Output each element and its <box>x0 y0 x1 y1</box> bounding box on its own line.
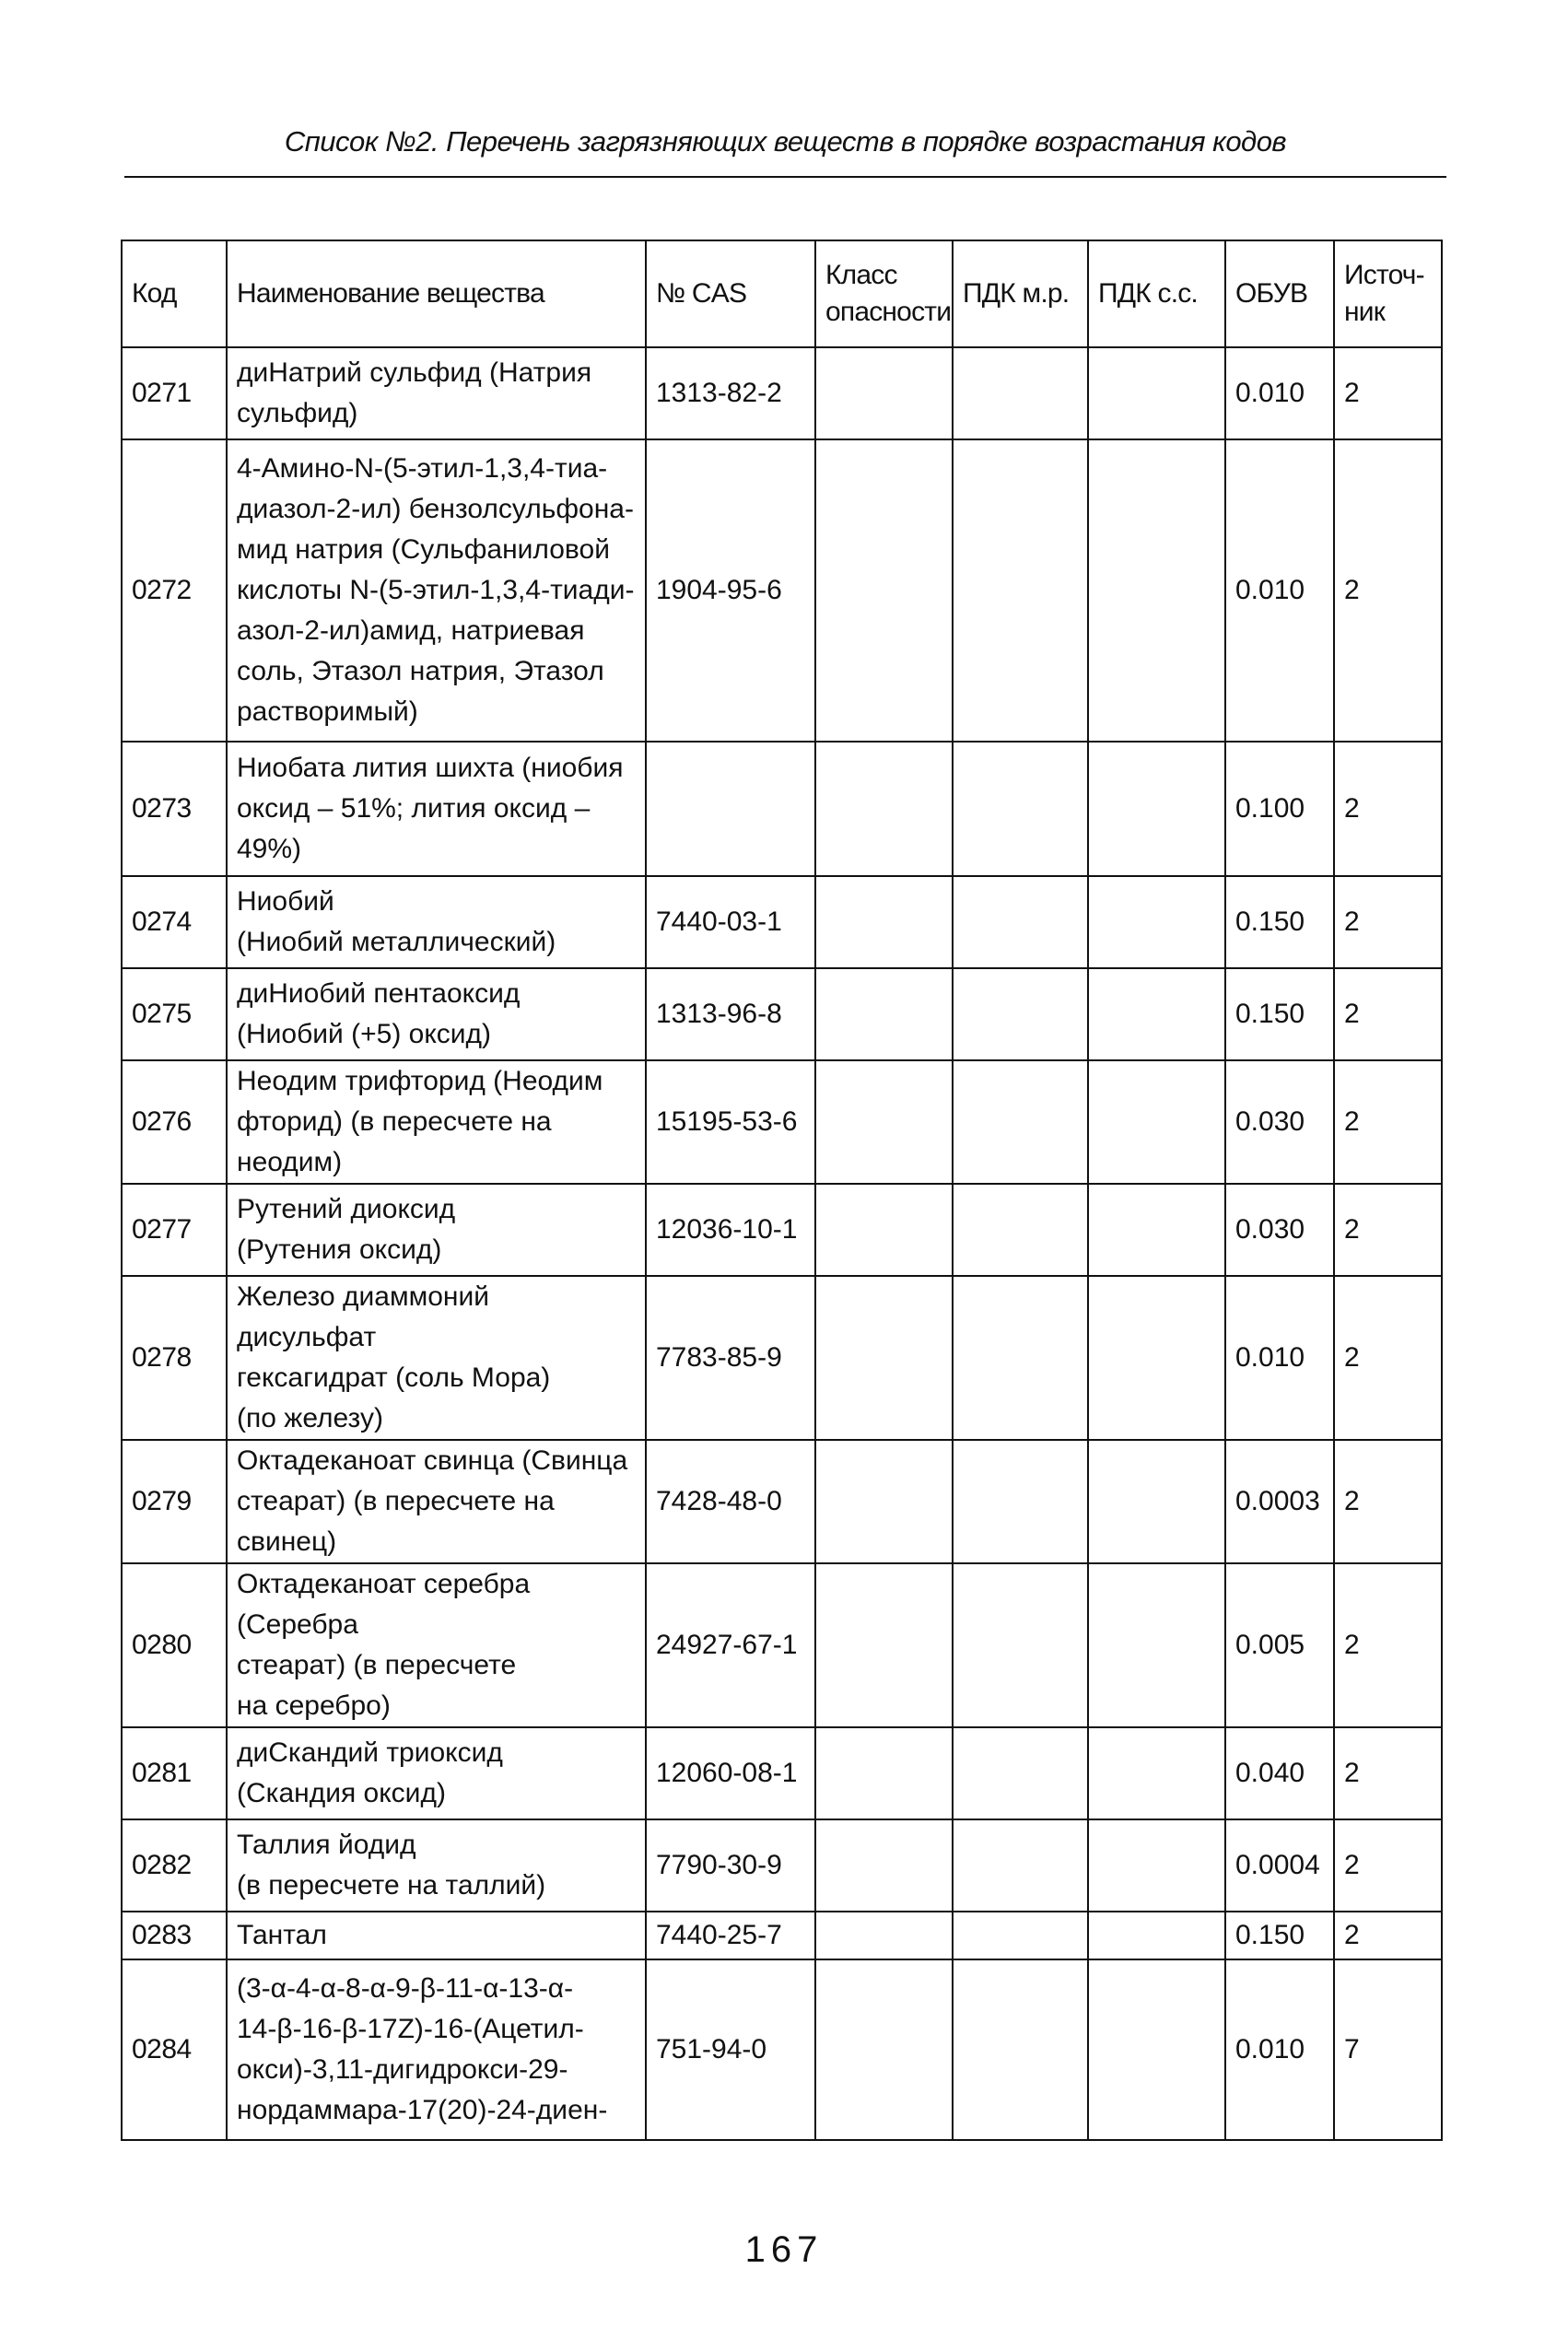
table-row <box>122 1440 1442 1563</box>
running-header: Список №2. Перечень загрязняющих веществ в порядке возрастания кодов <box>284 125 1287 158</box>
cell-name-line: Ниобата лития шихта (ниобия <box>237 753 624 783</box>
cell-pdk-ss <box>1088 742 1225 876</box>
header-cas: № CAS <box>646 240 815 347</box>
cell-pdk-mr <box>953 1912 1088 1959</box>
cell-source: 2 <box>1334 876 1442 968</box>
cell-source: 2 <box>1334 1819 1442 1912</box>
cell-name-line: Тантал <box>237 1920 327 1950</box>
header-source: Источ-ник <box>1334 240 1442 347</box>
cell-pdk-ss <box>1088 1440 1225 1563</box>
cell-pdk-mr <box>953 1819 1088 1912</box>
cell-name <box>227 439 646 742</box>
cell-obuv: 0.030 <box>1225 1184 1334 1276</box>
header-rule <box>124 176 1446 178</box>
page-number: 167 <box>744 2229 824 2270</box>
cell-pdk-mr <box>953 1276 1088 1440</box>
cell-code: 0273 <box>122 742 227 876</box>
cell-name-line: оксид – 51%; лития оксид – <box>237 793 591 824</box>
cell-name-line: 49%) <box>237 834 302 864</box>
cell-obuv: 0.005 <box>1225 1563 1334 1727</box>
cell-pdk-ss <box>1088 1184 1225 1276</box>
cell-pdk-ss <box>1088 347 1225 439</box>
cell-name <box>227 968 646 1060</box>
cell-code: 0274 <box>122 876 227 968</box>
header-pdk-mr: ПДК м.р. <box>953 240 1088 347</box>
table-row <box>122 876 1442 968</box>
cell-name-line: Рутений диоксид <box>237 1194 456 1224</box>
cell-name <box>227 1912 646 1959</box>
cell-pdk-ss <box>1088 439 1225 742</box>
cell-cas: 15195-53-6 <box>646 1060 815 1184</box>
cell-hazard-class <box>815 1060 953 1184</box>
cell-name <box>227 1959 646 2140</box>
cell-source: 2 <box>1334 1060 1442 1184</box>
cell-source: 2 <box>1334 347 1442 439</box>
cell-obuv: 0.0004 <box>1225 1819 1334 1912</box>
cell-cas: 24927-67-1 <box>646 1563 815 1727</box>
cell-cas: 7428-48-0 <box>646 1440 815 1563</box>
cell-name-line: (в пересчете на таллий) <box>237 1870 546 1900</box>
cell-code: 0281 <box>122 1727 227 1819</box>
table-row <box>122 1912 1442 1959</box>
cell-pdk-mr <box>953 968 1088 1060</box>
cell-pdk-mr <box>953 1563 1088 1727</box>
cell-pdk-mr <box>953 1959 1088 2140</box>
header-name: Наименование вещества <box>227 240 646 347</box>
cell-cas: 7783-85-9 <box>646 1276 815 1440</box>
cell-code: 0271 <box>122 347 227 439</box>
cell-obuv: 0.010 <box>1225 439 1334 742</box>
cell-hazard-class <box>815 876 953 968</box>
cell-name-line: гексагидрат (соль Мора) <box>237 1362 551 1393</box>
table-row <box>122 1959 1442 2140</box>
cell-hazard-class <box>815 968 953 1060</box>
cell-name-line: кислоты N-(5-этил-1,3,4-тиади- <box>237 575 635 605</box>
cell-hazard-class <box>815 1912 953 1959</box>
table-row <box>122 439 1442 742</box>
cell-name-line: Неодим трифторид (Неодим <box>237 1066 603 1096</box>
header-obuv: ОБУВ <box>1225 240 1334 347</box>
table-row <box>122 968 1442 1060</box>
cell-hazard-class <box>815 1819 953 1912</box>
cell-name <box>227 876 646 968</box>
cell-name-line: стеарат) (в пересчете на свинец) <box>237 1486 555 1557</box>
cell-name-line: сульфид) <box>237 398 358 428</box>
cell-code: 0276 <box>122 1060 227 1184</box>
cell-name-line: Железо диаммоний дисульфат <box>237 1281 489 1352</box>
cell-obuv: 0.100 <box>1225 742 1334 876</box>
cell-name-line: 14-β-16-β-17Z)-16-(Ацетил- <box>237 2014 584 2044</box>
cell-hazard-class <box>815 1276 953 1440</box>
cell-name-line: соль, Этазол натрия, Этазол <box>237 656 604 686</box>
cell-obuv: 0.150 <box>1225 968 1334 1060</box>
cell-pdk-ss <box>1088 1912 1225 1959</box>
cell-name-line: диСкандий триоксид <box>237 1737 503 1768</box>
cell-code: 0280 <box>122 1563 227 1727</box>
cell-cas: 751-94-0 <box>646 1959 815 2140</box>
header-hazard-class: Класс опасности <box>815 240 953 347</box>
table-row <box>122 1184 1442 1276</box>
cell-code: 0272 <box>122 439 227 742</box>
cell-name-line: Октадеканоат свинца (Свинца <box>237 1445 628 1476</box>
cell-cas <box>646 742 815 876</box>
cell-name <box>227 742 646 876</box>
table-row <box>122 1727 1442 1819</box>
cell-name <box>227 1060 646 1184</box>
cell-code: 0278 <box>122 1276 227 1440</box>
cell-cas: 1313-96-8 <box>646 968 815 1060</box>
cell-cas: 1313-82-2 <box>646 347 815 439</box>
cell-name-line: стеарат) (в пересчете <box>237 1650 517 1680</box>
cell-name-line: мид натрия (Сульфаниловой <box>237 534 610 565</box>
cell-hazard-class <box>815 347 953 439</box>
cell-obuv: 0.040 <box>1225 1727 1334 1819</box>
cell-pdk-mr <box>953 876 1088 968</box>
table-row <box>122 1819 1442 1912</box>
cell-pdk-mr <box>953 1184 1088 1276</box>
cell-pdk-mr <box>953 439 1088 742</box>
cell-source: 2 <box>1334 439 1442 742</box>
cell-name-line: (3-α-4-α-8-α-9-β-11-α-13-α- <box>237 1973 574 2004</box>
cell-name <box>227 1440 646 1563</box>
cell-source: 7 <box>1334 1959 1442 2140</box>
cell-obuv: 0.010 <box>1225 1276 1334 1440</box>
cell-name-line: фторид) (в пересчете на неодим) <box>237 1106 552 1177</box>
cell-name-line: азол-2-ил)амид, натриевая <box>237 615 585 646</box>
cell-pdk-ss <box>1088 1819 1225 1912</box>
cell-name-line: диазол-2-ил) бензолсульфона- <box>237 494 634 524</box>
cell-pdk-mr <box>953 347 1088 439</box>
cell-name-line: нордаммара-17(20)-24-диен- <box>237 2095 608 2125</box>
cell-name <box>227 1184 646 1276</box>
cell-hazard-class <box>815 742 953 876</box>
cell-name-line: диНиобий пентаоксид <box>237 978 521 1009</box>
cell-hazard-class <box>815 439 953 742</box>
table-row <box>122 1563 1442 1727</box>
cell-pdk-ss <box>1088 1563 1225 1727</box>
cell-cas: 12036-10-1 <box>646 1184 815 1276</box>
cell-obuv: 0.030 <box>1225 1060 1334 1184</box>
cell-pdk-mr <box>953 1727 1088 1819</box>
cell-name-line: Таллия йодид <box>237 1830 416 1860</box>
table-row <box>122 742 1442 876</box>
cell-hazard-class <box>815 1184 953 1276</box>
cell-source: 2 <box>1334 1276 1442 1440</box>
cell-cas: 7440-25-7 <box>646 1912 815 1959</box>
cell-code: 0282 <box>122 1819 227 1912</box>
cell-cas: 7790-30-9 <box>646 1819 815 1912</box>
cell-cas: 7440-03-1 <box>646 876 815 968</box>
cell-name <box>227 347 646 439</box>
cell-pdk-ss <box>1088 876 1225 968</box>
cell-hazard-class <box>815 1959 953 2140</box>
cell-cas: 1904-95-6 <box>646 439 815 742</box>
table-row <box>122 1276 1442 1440</box>
cell-name <box>227 1276 646 1440</box>
cell-cas: 12060-08-1 <box>646 1727 815 1819</box>
cell-name-line: на серебро) <box>237 1690 391 1721</box>
cell-source: 2 <box>1334 1563 1442 1727</box>
cell-obuv: 0.0003 <box>1225 1440 1334 1563</box>
cell-code: 0279 <box>122 1440 227 1563</box>
cell-hazard-class <box>815 1727 953 1819</box>
cell-pdk-ss <box>1088 1276 1225 1440</box>
substances-table <box>121 240 1443 2141</box>
cell-name-line: (по железу) <box>237 1403 383 1433</box>
cell-name-line: 4-Амино-N-(5-этил-1,3,4-тиа- <box>237 453 608 484</box>
cell-name-line: Ниобий <box>237 886 334 917</box>
table-body <box>122 347 1442 2140</box>
cell-obuv: 0.150 <box>1225 1912 1334 1959</box>
cell-source: 2 <box>1334 1727 1442 1819</box>
header-code: Код <box>122 240 227 347</box>
cell-pdk-ss <box>1088 1959 1225 2140</box>
table-row <box>122 347 1442 439</box>
cell-pdk-ss <box>1088 968 1225 1060</box>
table-row <box>122 1060 1442 1184</box>
cell-source: 2 <box>1334 1184 1442 1276</box>
cell-source: 2 <box>1334 1912 1442 1959</box>
cell-pdk-mr <box>953 1440 1088 1563</box>
cell-hazard-class <box>815 1563 953 1727</box>
cell-name <box>227 1727 646 1819</box>
cell-pdk-ss <box>1088 1727 1225 1819</box>
cell-name-line: (Ниобий (+5) оксид) <box>237 1019 492 1049</box>
header-pdk-ss: ПДК с.с. <box>1088 240 1225 347</box>
cell-source: 2 <box>1334 1440 1442 1563</box>
cell-code: 0275 <box>122 968 227 1060</box>
cell-source: 2 <box>1334 968 1442 1060</box>
cell-hazard-class <box>815 1440 953 1563</box>
cell-name-line: Октадеканоат серебра (Серебра <box>237 1569 531 1640</box>
cell-obuv: 0.150 <box>1225 876 1334 968</box>
cell-name-line: растворимый) <box>237 696 418 727</box>
cell-name-line: (Ниобий металлический) <box>237 927 556 957</box>
cell-name-line: диНатрий сульфид (Натрия <box>237 357 592 388</box>
cell-source: 2 <box>1334 742 1442 876</box>
cell-name-line: окси)-3,11-дигидрокси-29- <box>237 2054 568 2085</box>
cell-pdk-ss <box>1088 1060 1225 1184</box>
cell-name <box>227 1563 646 1727</box>
cell-code: 0277 <box>122 1184 227 1276</box>
cell-obuv: 0.010 <box>1225 347 1334 439</box>
cell-name <box>227 1819 646 1912</box>
cell-code: 0283 <box>122 1912 227 1959</box>
cell-name-line: (Рутения оксид) <box>237 1234 442 1265</box>
table-header-row <box>122 240 1442 347</box>
cell-pdk-mr <box>953 742 1088 876</box>
cell-name-line: (Скандия оксид) <box>237 1778 446 1808</box>
cell-pdk-mr <box>953 1060 1088 1184</box>
cell-code: 0284 <box>122 1959 227 2140</box>
cell-obuv: 0.010 <box>1225 1959 1334 2140</box>
